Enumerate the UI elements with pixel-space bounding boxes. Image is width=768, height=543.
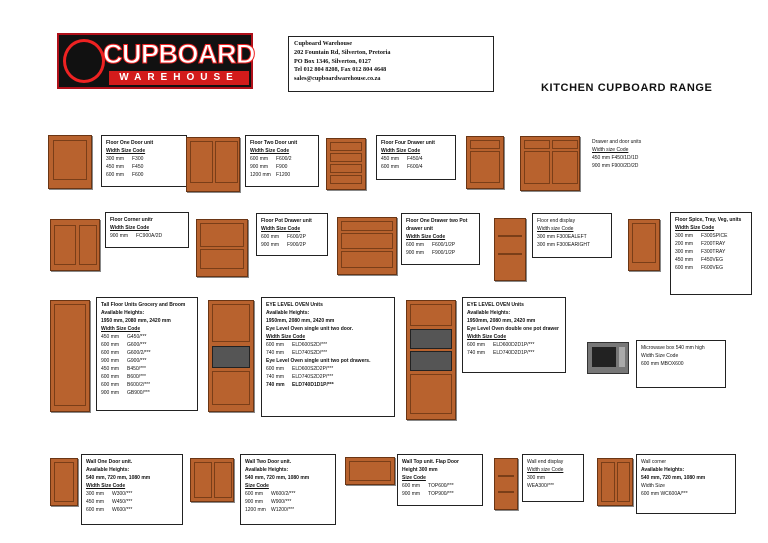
eye-oven-single-image	[208, 300, 254, 412]
wall-two-door-image	[190, 458, 234, 502]
floor-one-door-image	[48, 135, 92, 189]
wall-top-box: Wall Top unit. Flap Door Height 300 mm Size Code 600 mm TOP600/*** 900 mm TOP900/***	[397, 454, 483, 506]
microwave-image	[587, 342, 629, 374]
address-line: Tel 012 804 8208, Fax 012 804 4648	[294, 66, 387, 74]
floor-spice-image	[628, 219, 660, 271]
floor-two-door-image	[186, 137, 240, 192]
range-title: KITCHEN CUPBOARD RANGE	[541, 82, 713, 94]
floor-pot-drawer-box: Floor Pot Drawer unit Width Size Code 600 mm F600/2P 900 mm F900/2P	[256, 213, 328, 256]
floor-pot-drawer-image	[196, 219, 248, 277]
floor-four-drawer-image	[326, 138, 366, 190]
address-line: sales@cupboardwarehouse.co.za	[294, 75, 381, 83]
wall-corner-box: Wall corner Available Heights: 540 mm, 720 mm, 1080 mm Width Size 600 mm WC600A/***	[636, 454, 736, 514]
wall-one-door-image	[50, 458, 78, 506]
logo-word: CUPBOARD	[103, 39, 256, 69]
eye-oven-single-box: EYE LEVEL OVEN Units Available Heights: 1950mm, 2080 mm, 2420 mm Eye Level Oven single unit two door. Width Size Code 600 mm ELD600S2D/*** 740 mm ELD740S2D/*** Eye Level Oven single unit two pot drawers. 600 mm ELD600S2D2P/*** 740 mm ELD740S2D2P/*** 740 mm ELD740D1D1P/***	[261, 297, 395, 417]
drawer-door-image	[520, 136, 580, 191]
logo-subword: WAREHOUSE	[109, 71, 249, 85]
wall-corner-image	[597, 458, 633, 506]
address-line: 202 Fountain Rd, Silverton, Pretoria	[294, 48, 391, 56]
address-box	[288, 36, 494, 92]
tall-floor-box: Tall Floor Units Grocery and Broom Available Heights: 1950 mm, 2080 mm, 2420 mm Width Size Code 450 mm G450/*** 600 mm G600/*** 600 mm G600/2/*** 900 mm G900/*** 450 mm B450/*** 600 mm B600/*** 600 mm B600/2/*** 900 mm GB900/***	[96, 297, 198, 411]
tall-floor-image	[50, 300, 90, 412]
floor-end-display-box: Floor end display Width size Code 300 mm F300EALEFT 300 mm F300EARIGHT	[532, 213, 612, 258]
logo-swirl-icon	[63, 39, 105, 83]
company-logo	[57, 33, 256, 89]
floor-two-door-box: Floor Two Door unit Width Size Code 600 mm F600/2 900 mm F900 1200 mm F1200	[245, 135, 319, 187]
address-line: PO Box 1346, Silverton, 0127	[294, 57, 371, 65]
floor-one-door-box: Floor One Door unit Width Size Code 300 mm F300 450 mm F450 600 mm F600	[101, 135, 187, 187]
floor-end-display-image	[494, 218, 526, 281]
floor-one-drawer-two-pot-box: Floor One Drawer two Pot drawer unit Width Size Code 600 mm F600/1/2P 900 mm F900/1/2P	[401, 213, 480, 265]
wall-end-display-image	[494, 458, 518, 510]
floor-one-drawer-two-pot-image	[337, 217, 397, 275]
address-line: Cupboard Warehouse	[294, 40, 353, 47]
floor-four-drawer-box: Floor Four Drawer unit Width Size Code 450 mm F450/4 600 mm F600/4	[376, 135, 456, 180]
wall-top-image	[345, 457, 395, 485]
wall-two-door-box: Wall Two Door unit. Available Heights: 540 mm, 720 mm, 1080 mm Size Code 600 mm W600/2/*** 900 mm W900/*** 1200 mm W1200/***	[240, 454, 336, 525]
drawer-door-box: Drawer and door units Width size Code 450 mm F450/1D/1D 900 mm F900/2D/2D	[588, 135, 668, 181]
eye-oven-double-box: EYE LEVEL OVEN Units Available Heights: 1950mm, 2080 mm, 2420 mm Eye Level Oven double one pot drawer Width Size Code 600 mm ELD600D2D1P/*** 740 mm ELD740D2D1P/***	[462, 297, 566, 373]
floor-corner-image	[50, 219, 100, 271]
floor-corner-box: Floor Corner unitr Width Size Code 900 mm FC900A/2D	[105, 212, 189, 248]
eye-oven-double-image	[406, 300, 456, 420]
floor-drawer-door-image	[466, 136, 504, 189]
microwave-box: Microwave box 540 mm high Width Size Code 600 mm MBOX600	[636, 340, 726, 388]
floor-spice-box: Floor Spice, Tray, Veg, units Width Size Code 300 mm F300SPICE 200 mm F200TRAY 300 mm F300TRAY 450 mm F450VEG 600 mm F600VEG	[670, 212, 752, 295]
wall-one-door-box: Wall One Door unit. Available Heights: 540 mm, 720 mm, 1080 mm Width Size Code 300 mm W300/*** 450 mm W450/*** 600 mm W600/***	[81, 454, 183, 525]
wall-end-display-box: Wall end display Width size Code 300 mm WEA300/***	[522, 454, 584, 502]
